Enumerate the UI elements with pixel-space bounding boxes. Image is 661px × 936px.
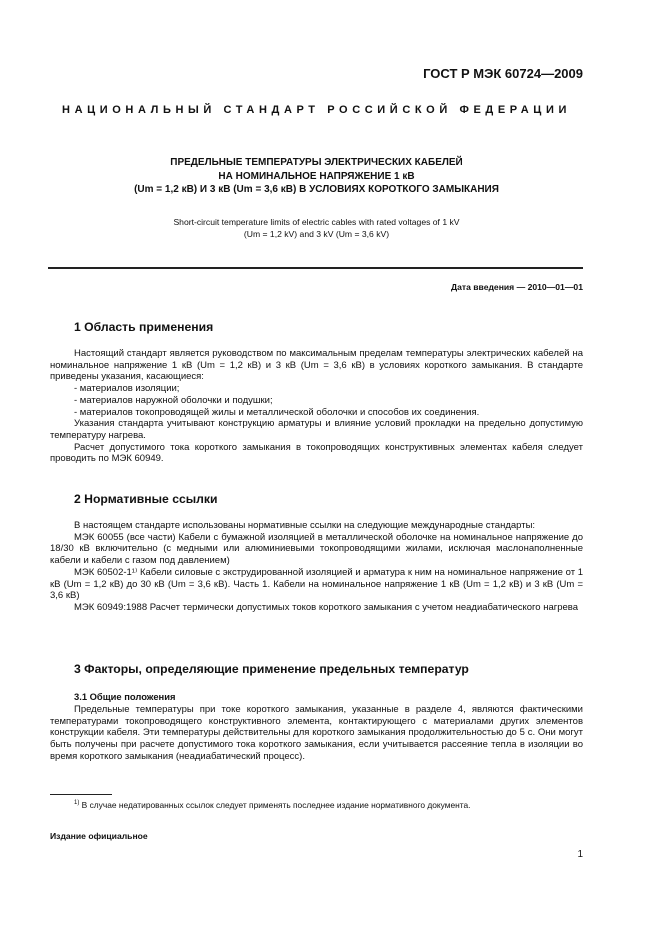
national-standard-banner: НАЦИОНАЛЬНЫЙ СТАНДАРТ РОССИЙСКОЙ ФЕДЕРАЦИИ	[62, 104, 571, 116]
page-number: 1	[577, 849, 583, 860]
footnote-divider	[50, 794, 112, 795]
header-divider	[48, 267, 583, 269]
section-1-heading: 1 Область применения	[74, 320, 214, 334]
section-3-body	[50, 704, 583, 763]
subtitle-line-2: (Um = 1,2 kV) and 3 kV (Um = 3,6 kV)	[243, 229, 390, 239]
section-2-heading: 2 Нормативные ссылки	[74, 492, 218, 506]
title-line-1: ПРЕДЕЛЬНЫЕ ТЕМПЕРАТУРЫ ЭЛЕКТРИЧЕСКИХ КАБЕЛЕЙ	[170, 157, 463, 168]
english-subtitle	[50, 216, 583, 240]
section-1-body	[50, 348, 583, 465]
title-line-3: (Um = 1,2 кВ) И 3 кВ (Um = 3,6 кВ) В УСЛОВИЯХ КОРОТКОГО ЗАМЫКАНИЯ	[134, 184, 499, 195]
document-code: ГОСТ Р МЭК 60724—2009	[423, 66, 583, 81]
subsection-3-1-heading: 3.1 Общие положения	[74, 691, 176, 702]
list-item: - материалов изоляции;	[74, 383, 180, 395]
paragraph: В настоящем стандарте использованы нормативные ссылки на следующие международные стандарты:	[74, 520, 536, 531]
footnote	[74, 800, 471, 810]
footnote-mark: 1)	[74, 800, 80, 807]
paragraph: Предельные температуры при токе короткого замыкания, указанные в разделе 4, являются фактическими температурами токопроводящего конструктивного элемента, контактирующего с материалами других элементов конструкции кабеля. Эти температуры действительны для короткого замыкания продолжительностью до 5 с. Они могут быть получены при расчете допустимого тока короткого замыкания, если учитывается рассеяние тепла в изоляции во время короткого замыкания (неадиабатический процесс).	[50, 704, 583, 762]
document-title	[50, 156, 583, 197]
reference-iec-60055: МЭК 60055 (все части) Кабели с бумажной изоляцией в металлической оболочке на номинальное напряжение до 18/30 кВ включительно (с медными или алюминиевыми токопроводящими жилами, исключая маслонаполненные кабели и кабели с газом под давлением)	[50, 531, 583, 567]
section-2-body	[50, 520, 583, 614]
reference-iec-60949: МЭК 60949:1988 Расчет термически допустимых токов короткого замыкания с учетом неадиабатического нагрева	[74, 601, 578, 613]
official-edition-label: Издание официальное	[50, 831, 148, 841]
list-item: - материалов наружной оболочки и подушки;	[74, 394, 273, 406]
paragraph: Указания стандарта учитывают конструкцию арматуры и влияние условий прокладки на предельно допустимую температуру нагрева.	[50, 418, 583, 441]
introduction-date: Дата введения — 2010—01—01	[450, 282, 583, 292]
list-item: - материалов токопроводящей жилы и металлической оболочки и способов их соединения.	[74, 406, 480, 418]
reference-iec-60502-1: МЭК 60502-1¹⁾ Кабели силовые с экструдированной изоляцией и арматура к ним на номинальное напряжение от 1 кВ (Um = 1,2 кВ) до 30 кВ (Um = 3,6 кВ). Часть 1. Кабели на номинальное напряжение 1 кВ (Um = 1,2 кВ) и 3 кВ (Um = 3,6 кВ)	[50, 566, 583, 602]
paragraph: Расчет допустимого тока короткого замыкания в токопроводящих конструктивных элементах кабеля следует проводить по МЭК 60949.	[50, 441, 583, 465]
footnote-text: В случае недатированных ссылок следует применять последнее издание нормативного документа.	[81, 800, 471, 810]
title-line-2: НА НОМИНАЛЬНОЕ НАПРЯЖЕНИЕ 1 кВ	[218, 170, 415, 182]
paragraph: Настоящий стандарт является руководством по максимальным пределам температуры электрических кабелей на номинальное напряжение 1 кВ (Um = 1,2 кВ) и 3 кВ (Um = 3,6 кВ) в условиях короткого замыкания. В стандарте приведены указания, касающиеся:	[50, 348, 583, 383]
subtitle-line-1: Short-circuit temperature limits of electric cables with rated voltages of 1 kV	[173, 217, 460, 227]
section-3-heading: 3 Факторы, определяющие применение предельных температур	[74, 662, 469, 676]
